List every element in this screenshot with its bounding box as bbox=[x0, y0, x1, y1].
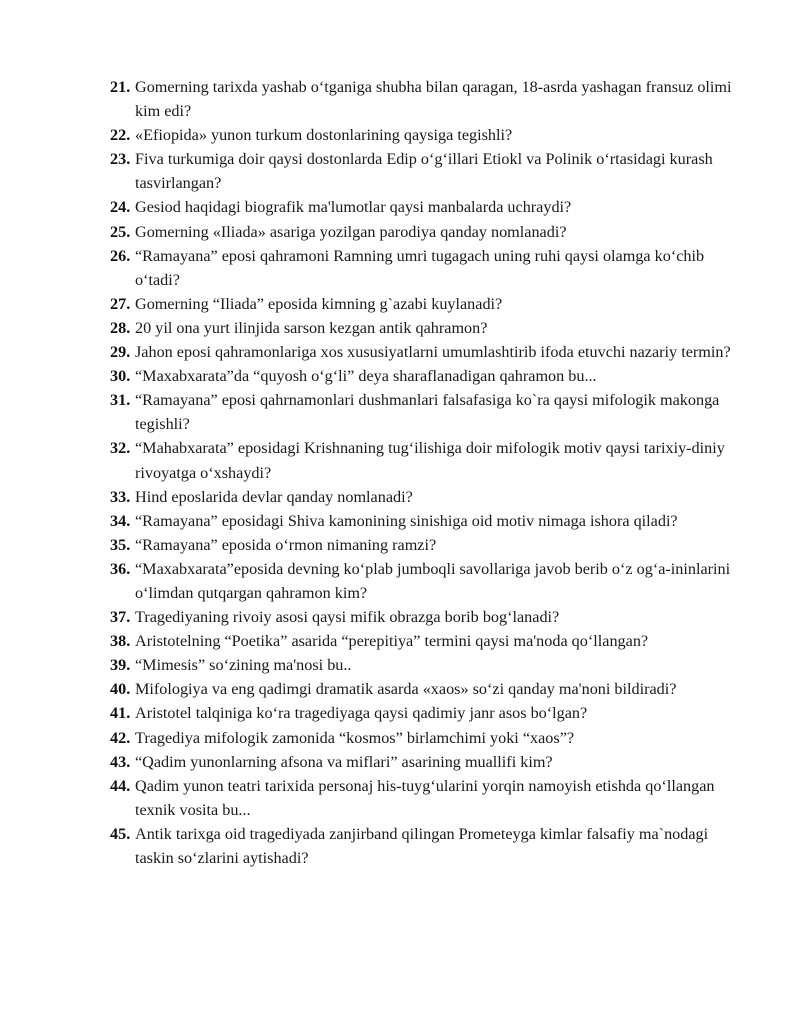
question-item bbox=[110, 436, 750, 484]
question-text: “Ramayana” eposidagi Shiva kamonining sinishiga oid motiv nimaga ishora qiladi? bbox=[135, 511, 678, 530]
question-text: Aristotel talqiniga ko‘ra tragediyaga qaysi qadimiy janr asos bo‘lgan? bbox=[135, 704, 588, 723]
question-item bbox=[110, 557, 750, 605]
question-number: 39. bbox=[110, 656, 131, 675]
question-text: Gomerning «Iliada» asariga yozilgan parodiya qanday nomlanadi? bbox=[135, 222, 567, 241]
question-number: 38. bbox=[110, 632, 131, 651]
question-text: Jahon eposi qahramonlariga xos xususiyatlarni umumlashtirib ifoda etuvchi nazariy termin? bbox=[135, 343, 731, 362]
question-item bbox=[110, 220, 750, 244]
question-text: Qadim yunon teatri tarixida personaj his-tuyg‘ularini yorqin namoyish etishda qo‘llangan texnik vosita bu... bbox=[135, 776, 715, 819]
question-text: Hind eposlarida devlar qanday nomlanadi? bbox=[135, 487, 413, 506]
question-item bbox=[110, 533, 750, 557]
question-number: 34. bbox=[110, 511, 131, 530]
question-item bbox=[110, 292, 750, 316]
question-item bbox=[110, 822, 750, 870]
question-number: 25. bbox=[110, 222, 131, 241]
question-number: 42. bbox=[110, 728, 131, 747]
question-item bbox=[110, 653, 750, 677]
question-list bbox=[110, 75, 750, 870]
question-number: 26. bbox=[110, 246, 131, 265]
question-text: «Efiopida» yunon turkum dostonlarining qaysiga tegishli? bbox=[135, 126, 513, 145]
question-item bbox=[110, 364, 750, 388]
question-number: 43. bbox=[110, 752, 131, 771]
question-text: Aristotelning “Poetika” asarida “perepitiya” termini qaysi ma'noda qo‘llangan? bbox=[135, 632, 649, 651]
question-number: 40. bbox=[110, 680, 131, 699]
question-number: 31. bbox=[110, 391, 131, 410]
question-text: “Mimesis” so‘zining ma'nosi bu.. bbox=[135, 656, 352, 675]
question-item bbox=[110, 629, 750, 653]
question-item bbox=[110, 677, 750, 701]
question-item bbox=[110, 316, 750, 340]
question-number: 35. bbox=[110, 535, 131, 554]
question-number: 36. bbox=[110, 559, 131, 578]
question-item bbox=[110, 388, 750, 436]
question-text: Gesiod haqidagi biografik ma'lumotlar qaysi manbalarda uchraydi? bbox=[135, 198, 572, 217]
question-text: 20 yil ona yurt ilinjida sarson kezgan antik qahramon? bbox=[135, 318, 488, 337]
question-text: Fiva turkumiga doir qaysi dostonlarda Edip o‘g‘illari Etiokl va Polinik o‘rtasidagi kurash tasvirlangan? bbox=[135, 150, 713, 193]
question-number: 41. bbox=[110, 704, 131, 723]
question-text: Antik tarixga oid tragediyada zanjirband qilingan Prometeyga kimlar falsafiy ma`nodagi taskin so‘zlarini aytishadi? bbox=[135, 824, 709, 867]
question-item bbox=[110, 75, 750, 123]
question-item bbox=[110, 726, 750, 750]
question-number: 22. bbox=[110, 126, 131, 145]
question-text: Tragediya mifologik zamonida “kosmos” birlamchimi yoki “xaos”? bbox=[135, 728, 575, 747]
question-number: 27. bbox=[110, 294, 131, 313]
question-item bbox=[110, 195, 750, 219]
question-text: Gomerning tarixda yashab o‘tganiga shubha bilan qaragan, 18-asrda yashagan fransuz olimi kim edi? bbox=[135, 78, 732, 121]
question-text: “Maxabxarata”eposida devning ko‘plab jumboqli savollariga javob berib o‘z og‘a-ininlarini o‘limdan qutqargan qahramon kim? bbox=[135, 559, 731, 602]
question-number: 29. bbox=[110, 343, 131, 362]
question-text: “Ramayana” eposi qahramoni Ramning umri tugagach uning ruhi qaysi olamga ko‘chib o‘tadi? bbox=[135, 246, 705, 289]
question-text: Gomerning “Iliada” eposida kimning g`azabi kuylanadi? bbox=[135, 294, 503, 313]
question-item bbox=[110, 509, 750, 533]
question-number: 30. bbox=[110, 367, 131, 386]
question-text: Tragediyaning rivoiy asosi qaysi mifik obrazga borib bog‘lanadi? bbox=[135, 608, 560, 627]
question-item bbox=[110, 750, 750, 774]
question-number: 45. bbox=[110, 824, 131, 843]
question-number: 24. bbox=[110, 198, 131, 217]
question-number: 28. bbox=[110, 318, 131, 337]
question-text: “Ramayana” eposi qahrnamonlari dushmanlari falsafasiga ko`ra qaysi mifologik makonga tegishli? bbox=[135, 391, 720, 434]
question-text: “Maxabxarata”da “quyosh o‘g‘li” deya sharaflanadigan qahramon bu... bbox=[135, 367, 597, 386]
question-item bbox=[110, 701, 750, 725]
question-number: 44. bbox=[110, 776, 131, 795]
question-item bbox=[110, 147, 750, 195]
question-number: 32. bbox=[110, 439, 131, 458]
question-text: “Mahabxarata” eposidagi Krishnaning tug‘ilishiga doir mifologik motiv qaysi tarixiy-diniy rivoyatga o‘xshaydi? bbox=[135, 439, 725, 482]
question-number: 23. bbox=[110, 150, 131, 169]
question-text: Mifologiya va eng qadimgi dramatik asarda «xaos» so‘zi qanday ma'noni bildiradi? bbox=[135, 680, 677, 699]
question-item bbox=[110, 244, 750, 292]
question-text: “Qadim yunonlarning afsona va miflari” asarining muallifi kim? bbox=[135, 752, 553, 771]
question-number: 21. bbox=[110, 78, 131, 96]
question-number: 33. bbox=[110, 487, 131, 506]
question-text: “Ramayana” eposida o‘rmon nimaning ramzi? bbox=[135, 535, 437, 554]
question-number: 37. bbox=[110, 608, 131, 627]
question-item bbox=[110, 605, 750, 629]
question-item bbox=[110, 774, 750, 822]
question-item bbox=[110, 123, 750, 147]
question-item bbox=[110, 485, 750, 509]
question-item bbox=[110, 340, 750, 364]
